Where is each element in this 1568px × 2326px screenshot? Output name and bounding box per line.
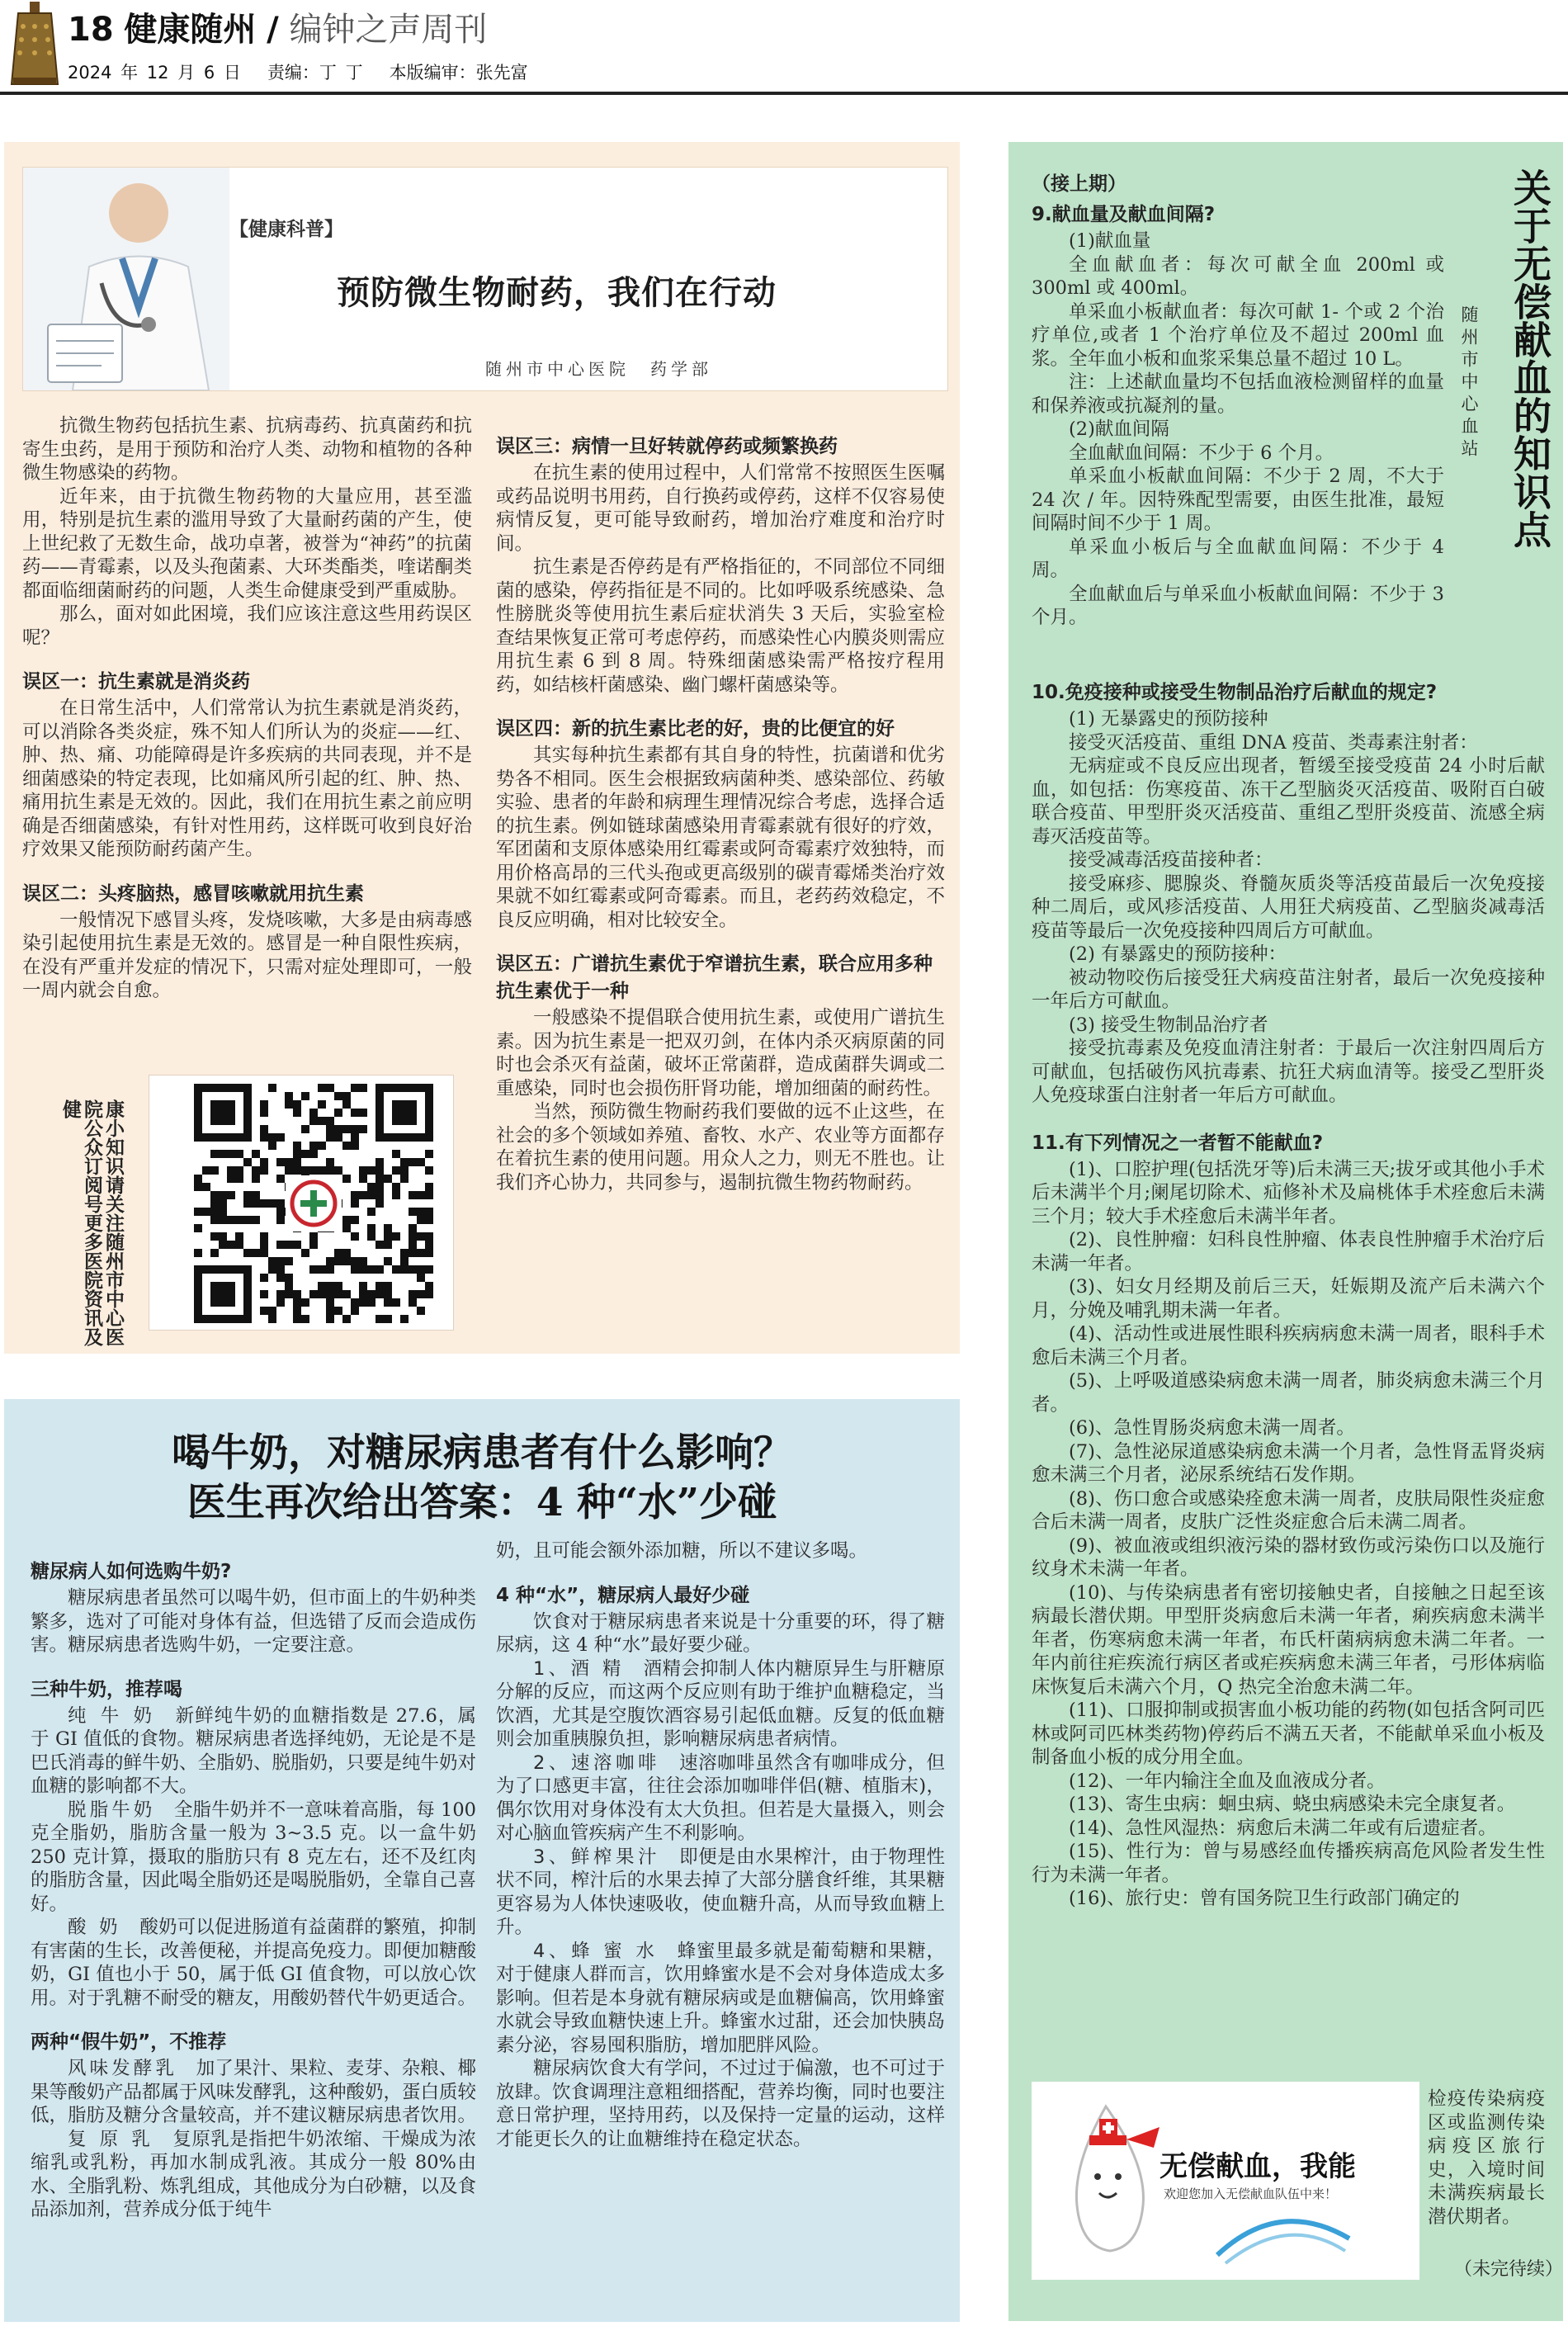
body-paragraph (496, 1539, 945, 1563)
paragraph-text: 新鲜纯牛奶的血糖指数是 27.6，属于 GI 值低的食物。糖尿病患者选择纯奶，无论是不是巴氏消毒的鲜牛奶、全脂奶、脱脂奶，只要是纯牛奶对血糖的影响都不大。 (31, 1704, 476, 1797)
body-paragraph (496, 1610, 945, 1657)
list-line: 被动物咬伤后接受狂犬病疫苗注射者，最后一次免疫接种一年后方可献血。 (1032, 967, 1545, 1012)
list-line: 全血献血间隔：不少于 6 个月。 (1069, 442, 1334, 464)
article-author: 随州市中心医院 药学部 (485, 359, 712, 379)
list-line: 全血献血后与单采血小板献血间隔：不少于 3 个月。 (1032, 583, 1444, 628)
paragraph-text: 即便是由水果榨汁，由于物理性状不同，榨汁后的水果去掉了大部分膳食纤维，其果糖更容易为人体快速吸收，使血糖升高，从而导致血糖上升。 (496, 1846, 945, 1938)
list-line: (5)、上呼吸道感染病愈未满一周者，肺炎病愈未满三个月者。 (1032, 1370, 1545, 1416)
intro-paragraph: 近年来，由于抗微生物药物的大量应用，甚至滥用，特别是抗生素的滥用导致了大量耐药菌的产生，使上世纪救了无数生命，战功卓著，被誉为“神药”的抗菌药——青霉素，以及头孢菌素、大环类酯类，喹诺酮类都面临细菌耐药的问题，人类生命健康受到严重威胁。 (22, 485, 472, 602)
paragraph-text: 糖尿病饮食大有学问，不过过于偏激，也不可过于放肆。饮食调理注意粗细搭配，营养均衡，同时也要注意日常护理，坚持用药，以及保持一定量的运动，这样才能更长久的让血糖维持在稳定状态。 (496, 2058, 945, 2150)
doctor-illustration-icon (23, 168, 229, 390)
list-line: (2)、良性肿瘤：妇科良性肿瘤、体表良性肿瘤手术治疗后未满一年者。 (1032, 1229, 1545, 1274)
intro-paragraph: 那么，面对如此困境，我们应该注意这些用药误区呢？ (22, 603, 472, 649)
layout-editor-credit: 本版编审：张先富 (389, 63, 528, 83)
list-line: (15)、性行为：曾与易感经血传播疾病高危风险者发生性行为未满一年者。 (1032, 1841, 1545, 1886)
list-line: (2)献血间隔 (1069, 418, 1169, 440)
body-paragraph (31, 1586, 476, 1657)
article-author: 随州市中心血站 (1459, 305, 1479, 461)
myth-paragraph: 抗生素是否停药是有严格指征的，不同部位不同细菌的感染，停药指征是不同的。比如呼吸系统感染、急性膀胱炎等使用抗生素后症状消失 3 天后，实验室检查结果恢复正常可考虑停药，而感染性心内膜炎则需应用抗生素 6 到 8 周。特殊细菌感染需严格按疗程用药，如结核杆菌感染、幽门螺杆菌感染等。 (496, 556, 945, 696)
myth-heading: 误区三：病情一旦好转就停药或频繁换药 (496, 436, 838, 457)
donation-banner (1032, 2082, 1419, 2280)
blood-q10-q11-section (1032, 660, 1545, 2080)
qr-code-icon (149, 1076, 453, 1330)
lead-term: 1、酒 精 (533, 1657, 625, 1680)
myth-paragraph: 其实每种抗生素都有其自身的特性，抗菌谱和优劣势各不相同。医生会根据致病菌种类、感染部位、药敏实验、患者的年龄和病理生理情况综合考虑，选择合适的抗生素。例如链球菌感染用青霉素就有很好的疗效，军团菌和支原体感染用红霉素或阿奇霉素疗效独特，而用价格高昂的三代头孢或更高级别的碳青霉烯类治疗效果就不如红霉素或阿奇霉素。而且，老药药效稳定，不良反应明确，相对比较安全。 (496, 745, 945, 931)
paragraph-text: 奶，且可能会额外添加糖，所以不建议多喝。 (496, 1540, 868, 1562)
body-paragraph (31, 1916, 476, 2010)
body-paragraph (31, 1799, 476, 1917)
section-heading: 糖尿病人如何选购牛奶? (31, 1561, 232, 1582)
myth-heading: 误区一：抗生素就是消炎药 (22, 671, 250, 693)
myth-paragraph: 一般感染不提倡联合使用抗生素，或使用广谱抗生素。因为抗生素是一把双刃剑，在体内杀灭病原菌的同时也会杀灭有益菌，破坏正常菌群，造成菌群失调或二重感染，同时也会损伤肝肾功能，增加细菌的耐药性。 (496, 1007, 945, 1099)
myth-heading: 误区二：头疼脑热，感冒咳嗽就用抗生素 (22, 882, 364, 905)
paragraph-text: 复原乳是指把牛奶浓缩、干燥成为浓缩乳或乳粉，再加水制成乳液。其成分一般 80%由水、全脂乳粉、炼乳组成，其他成分为白砂糖，以及食品添加剂，营养成分低于纯牛 (31, 2128, 476, 2220)
list-line: 接受麻疹、腮腺炎、脊髓灰质炎等活疫苗最后一次免疫接种二周后，或风疹活疫苗、人用狂犬病疫苗、乙型脑炎减毒活疫苗等最后一次免疫接种四周后方可献血。 (1032, 872, 1545, 942)
editor-credit: 责编：丁 丁 (267, 63, 363, 83)
body-paragraph (496, 1657, 945, 1752)
issue-date: 2024 年 12 月 6 日 (68, 63, 241, 83)
item16-wrap-text: 检疫传染病疫区或监测传染病疫区旅行史，入境时间未满疾病最长潜伏期者。 (1428, 2088, 1545, 2228)
dateline (68, 59, 528, 84)
section-name: 健康随州 (124, 11, 257, 49)
article-banner (22, 167, 948, 391)
blood-q9-section (1032, 168, 1444, 705)
paragraph-text: 糖尿病患者虽然可以喝牛奶，但市面上的牛奶种类繁多，选对了可能对身体有益，但选错了反而会造成伤害。糖尿病患者选购牛奶，一定要注意。 (31, 1587, 476, 1656)
lead-term: 脱脂牛奶 (68, 1799, 156, 1821)
blood-donation-article (1008, 142, 1563, 2321)
intro-paragraph: 抗微生物药包括抗生素、抗病毒药、抗真菌药和抗寄生虫药，是用于预防和治疗人类、动物和植物的各种微生物感染的药物。 (22, 415, 472, 484)
milk-column-1 (31, 1539, 476, 2315)
article-column-1 (22, 414, 472, 1091)
list-line: 接受灭活疫苗、重组 DNA 疫苗、类毒素注射者： (1069, 731, 1478, 754)
masthead (0, 0, 1568, 95)
milk-column-2 (496, 1539, 945, 2315)
q11-item-16: (16)、旅行史：曾有国务院卫生行政部门确定的 (1069, 1888, 1460, 1909)
lead-term: 4、蜂 蜜 水 (533, 1940, 659, 1962)
q9-heading: 9.献血量及献血间隔? (1032, 204, 1216, 225)
body-paragraph (31, 2057, 476, 2128)
list-line: 单采血小板献血间隔：不少于 2 周，不大于 24 次 / 年。因特殊配型需要，由医生批准，最短间隔时间不少于 1 周。 (1032, 466, 1444, 534)
continued-note: （接上期） (1032, 173, 1126, 195)
paragraph-text: 饮食对于糖尿病患者来说是十分重要的环，得了糖尿病，这 4 种“水”最好要少碰。 (496, 1610, 945, 1656)
qr-caption: 康小知识请关注随州市中心医院公众订阅号更多医院资讯及健 (59, 1099, 124, 1346)
list-line: 单采血小板献血者：每次可献 1- 个或 2 个治疗单位,或者 1 个治疗单位及不超过 200ml 血浆。全年血小板和血浆采集总量不超过 10 L。 (1032, 300, 1444, 370)
list-line: (9)、被血液或组织液污染的器材致伤或污染伤口以及施行纹身术未满一年者。 (1032, 1534, 1545, 1580)
supplement-name: 编钟之声周刊 (289, 11, 488, 49)
section-heading: 三种牛奶，推荐喝 (31, 1678, 182, 1700)
list-line: (13)、寄生虫病：蛔虫病、蛲虫病感染未完全康复者。 (1069, 1794, 1516, 1815)
bronze-bell-icon (7, 2, 63, 91)
myth-heading: 误区四：新的抗生素比老的好，贵的比便宜的好 (496, 718, 895, 740)
list-line: 注：上述献血量均不包括血液检测留样的血量和保养液或抗凝剂的量。 (1032, 371, 1444, 417)
swoosh-decoration-icon (1213, 2205, 1353, 2272)
list-line: (1)、口腔护理(包括洗牙等)后未满三天;拔牙或其他小手术后未满半个月;阑尾切除术、疝修补术及扁桃体手术痊愈后未满三个月；较大手术痊愈后未满半年者。 (1032, 1158, 1545, 1227)
myth-paragraph: 当然，预防微生物耐药我们要做的远不止这些，在社会的多个领域如养殖、畜牧、水产、农业等方面都存在着抗生素的使用问题。用众人之力，则无不胜也。让我们齐心协力，共同参与，遏制抗微生物药物耐药。 (496, 1101, 945, 1194)
lead-term: 3、鲜榨果汁 (533, 1846, 661, 1868)
list-line: (1) 无暴露史的预防接种 (1069, 708, 1268, 730)
list-line: 无病症或不良反应出现者，暂缓至接受疫苗 24 小时后献血，如包括：伤寒疫苗、冻干乙型脑炎灭活疫苗、吸附百白破联合疫苗、甲型肝炎灭活疫苗、重组乙型肝炎疫苗、流感全病毒灭活疫苗等。 (1032, 755, 1545, 848)
banner-subtext: 欢迎您加入无偿献血队伍中来！ (1164, 2187, 1338, 2201)
page-number: 18 (68, 11, 114, 49)
article-title: 关于无偿献血的知识点 (1508, 168, 1552, 548)
lead-term: 2、速溶咖啡 (533, 1752, 661, 1774)
list-line: (6)、急性胃肠炎病愈未满一周者。 (1069, 1417, 1355, 1439)
article-subtitle: 医生再次给出答案：4 种“水”少碰 (187, 1480, 777, 1525)
list-line: (14)、急性风湿热：病愈后未满二年或有后遗症者。 (1069, 1817, 1497, 1839)
paragraph-text: 全脂牛奶并不一意味着高脂，每 100 克全脂奶，脂肪含量一般为 3~3.5 克。以一盒牛奶 250 克计算，摄取的脂肪只有 8 克左右，还不及红肉的脂肪含量，因此喝全脂奶还是喝脱脂奶，全靠自己喜好。 (31, 1799, 476, 1915)
q10-body (1032, 707, 1545, 1108)
list-line: (12)、一年内输注全血及血液成分者。 (1069, 1770, 1386, 1792)
section-heading: 两种“假牛奶”，不推荐 (31, 2031, 227, 2053)
paragraph-text: 加了果汁、果粒、麦芽、杂粮、椰果等酸奶产品都属于风味发酵乳，这种酸奶，蛋白质较低，脂肪及糖分含量较高，并不建议糖尿病患者饮用。 (31, 2058, 476, 2126)
article-column-2 (496, 431, 945, 1339)
banner-slogan: 无偿献血，我能 (1159, 2150, 1356, 2183)
page-title (68, 3, 487, 50)
myth-paragraph: 在日常生活中，人们常常认为抗生素就是消炎药，可以消除各类炎症，殊不知人们所认为的炎症——红、肿、热、痛、功能障碍是许多疾病的共同表现，并不是细菌感染的特定表现，比如痛风所引起的红、肿、热、痛用抗生素是无效的。因此，我们在用抗生素之前应明确是否细菌感染，有针对性用药，这样既可收到良好治疗效果又能预防耐药菌产生。 (22, 697, 472, 860)
body-paragraph (496, 2057, 945, 2151)
list-line: (4)、活动性或进展性眼科疾病病愈未满一周者，眼科手术愈后未满三个月者。 (1032, 1323, 1545, 1369)
list-line: (1)献血量 (1069, 230, 1151, 252)
list-line: (2) 有暴露史的预防接种： (1069, 943, 1287, 965)
myth-paragraph: 在抗生素的使用过程中，人们常常不按照医生医嘱或药品说明书用药，自行换药或停药，这样不仅容易使病情反复，更可能导致耐药，增加治疗难度和治疗时间。 (496, 462, 945, 555)
column-tag: 【健康科普】 (229, 219, 343, 240)
title-separator: / (267, 11, 279, 49)
article-title: 预防微生物耐药，我们在行动 (337, 274, 777, 312)
q10-heading: 10.免疫接种或接受生物制品治疗后献血的规定? (1032, 682, 1438, 703)
q11-heading: 11.有下列情况之一者暂不能献血? (1032, 1132, 1324, 1154)
article-title: 喝牛奶，对糖尿病患者有什么影响？ (172, 1430, 792, 1476)
q11-body (1032, 1158, 1545, 1888)
paragraph-text: 酸奶可以促进肠道有益菌群的繁殖，抑制有害菌的生长，改善便秘，并提高免疫力。即便加糖酸奶，GI 值也小于 50，属于低 GI 值食物，可以放心饮用。对于乳糖不耐受的糖友，用酸奶替代牛奶更适合。 (31, 1917, 476, 2009)
lead-term: 纯 牛 奶 (68, 1704, 157, 1727)
body-paragraph (496, 1846, 945, 1940)
lead-term: 风味发酵乳 (68, 2058, 178, 2079)
list-line: (3)、妇女月经期及前后三天，妊娠期及流产后未满六个月，分娩及哺乳期未满一年者。 (1032, 1276, 1545, 1321)
list-line: (8)、伤口愈合或感染痊愈未满一周者，皮肤局限性炎症愈合后未满一周者，皮肤广泛性炎症愈合后未满二周者。 (1032, 1487, 1545, 1533)
list-line: (10)、与传染病患者有密切接触史者，自接触之日起至该病最长潜伏期。甲型肝炎病愈后未满一年者，痢疾病愈未满半年者，伤寒病愈未满一年者，布氏杆菌病病愈未满二年者。一年内前往疟疾流行病区者或疟疾病愈未满三年者，弓形体病临床恢复后未满六个月，Q 热完全治愈未满二年。 (1032, 1581, 1545, 1698)
qr-code[interactable] (149, 1075, 454, 1331)
paragraph-text: 蜂蜜里最多就是葡萄糖和果糖，对于健康人群而言，饮用蜂蜜水是不会对身体造成太多影响。但若是本身就有糖尿病或是血糖偏高，饮用蜂蜜水就会导致血糖快速上升。蜂蜜水过甜，还会加快胰岛素分泌，容易囤积脂肪，增加肥胖风险。 (496, 1940, 945, 2056)
paragraph-text: 酒精会抑制人体内糖原异生与肝糖原分解的反应，而这两个反应则有助于维护血糖稳定，当饮酒，尤其是空腹饮酒容易引起低血糖。反复的低血糖则会加重胰腺负担，影响糖尿病患者病情。 (496, 1657, 945, 1750)
paragraph-text: 速溶咖啡虽然含有咖啡成分，但为了口感更丰富，往往会添加咖啡伴侣(糖、植脂末)，偶尔饮用对身体没有太大负担。但若是大量摄入，则会对心脑血管疾病产生不利影响。 (496, 1752, 945, 1844)
blood-drop-mascot-icon (1056, 2098, 1164, 2263)
section-heading: 4 种“水”，糖尿病人最好少碰 (496, 1584, 750, 1606)
myth-heading: 误区五：广谱抗生素优于窄谱抗生素，联合应用多种抗生素优于一种 (496, 953, 933, 1002)
lead-term: 酸 奶 (68, 1917, 121, 1938)
list-line: (11)、口服抑制或损害血小板功能的药物(如包括含阿司匹林或阿司匹林类药物)停药后不满五天者，不能献单采血小板及制备血小板的成分用全血。 (1032, 1700, 1545, 1768)
body-paragraph (496, 1940, 945, 2058)
body-paragraph (31, 1704, 476, 1799)
milk-diabetes-article (4, 1399, 960, 2322)
list-line: (7)、急性泌尿道感染病愈未满一个月者，急性肾盂肾炎病愈未满三个月者，泌尿系统结石发作期。 (1032, 1440, 1545, 1486)
body-paragraph (496, 1752, 945, 1846)
list-line: 单采血小板后与全血献血间隔：不少于 4 周。 (1032, 536, 1444, 581)
list-line: 全血献血者：每次可献全血 200ml 或 300ml 或 400ml。 (1032, 253, 1444, 299)
to-be-continued: （未完待续） (1454, 2259, 1564, 2280)
list-line: 接受减毒活疫苗接种者： (1069, 849, 1273, 871)
antibiotic-article (4, 142, 960, 1354)
body-paragraph (31, 2128, 476, 2222)
q9-body (1032, 229, 1444, 630)
list-line: 接受抗毒素及免疫血清注射者：于最后一次注射四周后方可献血，包括破伤风抗毒素、抗狂犬病血清等。接受乙型肝炎人免疫球蛋白注射者一年后方可献血。 (1032, 1038, 1545, 1106)
myth-paragraph: 一般情况下感冒头疼，发烧咳嗽，大多是由病毒感染引起使用抗生素是无效的。感冒是一种自限性疾病，在没有严重并发症的情况下，只需对症处理即可，一般一周内就会自愈。 (22, 909, 472, 1001)
lead-term: 复 原 乳 (68, 2128, 154, 2150)
list-line: (3) 接受生物制品治疗者 (1069, 1014, 1268, 1036)
